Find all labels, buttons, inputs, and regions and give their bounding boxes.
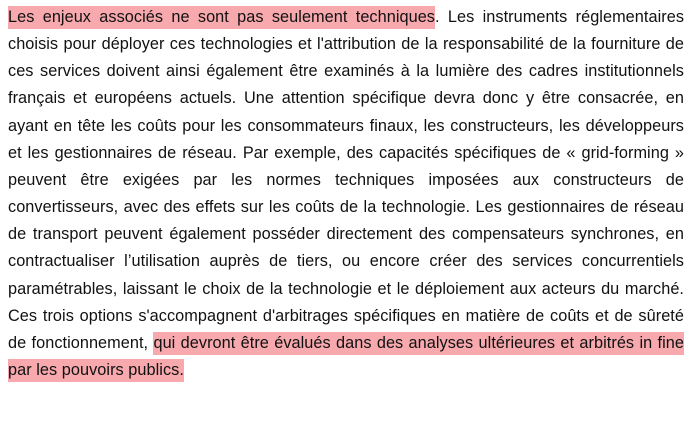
highlighted-text-end: qui devront être évalués dans des analyses ultérieures et arbitrés in fine par les pouvoirs publics. bbox=[8, 332, 684, 382]
body-paragraph bbox=[8, 4, 684, 384]
highlighted-text-start: Les enjeux associés ne sont pas seulement techniques bbox=[8, 6, 435, 29]
paragraph-body-text: . Les instruments réglementaires choisis pour déployer ces technologies et l'attribution de la responsabilité de la fourniture de ces services doivent ainsi également être examinés à la lumière des cadres institutionnels français et européens actuels. Une attention spécifique devra donc y être consacrée, en ayant en tête les coûts pour les consommateurs finaux, les constructeurs, les développeurs et les gestionnaires de réseau. Par exemple, des capacités spécifiques de « grid-forming » peuvent être exigées par les normes techniques imposées aux constructeurs de convertisseurs, avec des effets sur les coûts de la technologie. Les gestionnaires de réseau de transport peuvent également posséder directement des compensateurs synchrones, en contractualiser l’utilisation auprès de tiers, ou encore créer des services concurrentiels paramétrables, laissant le choix de la technologie et le déploiement aux acteurs du marché. Ces trois options s'accompagnent d'arbitrages spécifiques en matière de coûts et de sûreté de fonctionnement, bbox=[8, 8, 685, 352]
